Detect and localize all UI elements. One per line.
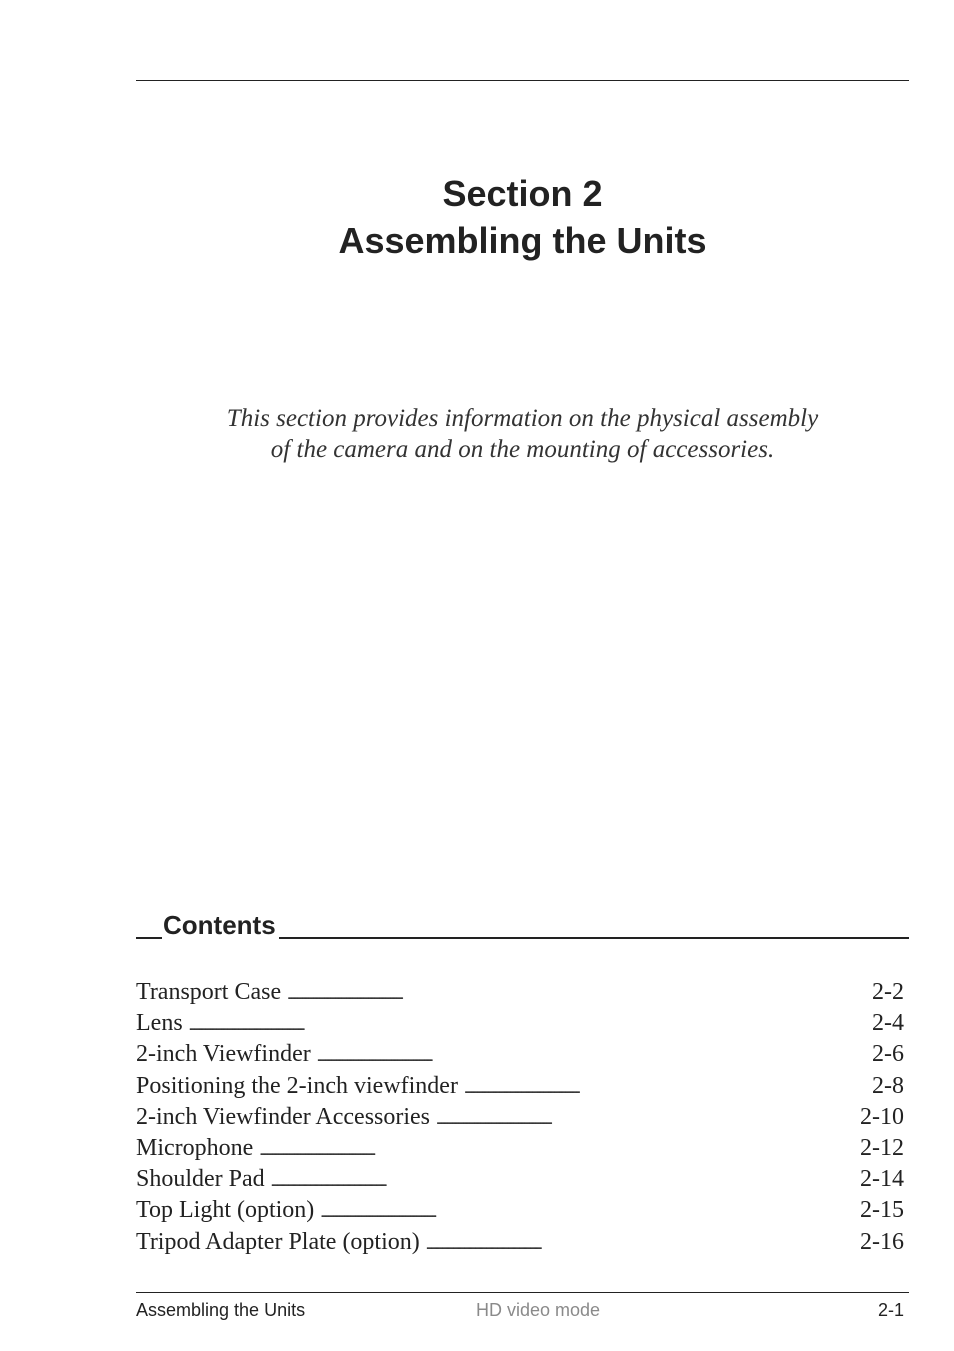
contents-rule-left — [136, 937, 162, 939]
toc-entry-page: 2-6 — [872, 1041, 904, 1068]
intro-line-2: of the camera and on the mounting of accessories. — [270, 436, 775, 463]
bottom-rule — [136, 1292, 909, 1293]
toc-leader — [317, 1042, 866, 1073]
toc-entry[interactable] — [136, 1008, 904, 1039]
toc-entry-title: Shoulder Pad — [136, 1166, 265, 1193]
footer-mode-label: HD video mode — [476, 1300, 601, 1320]
toc-leader — [189, 1011, 866, 1042]
toc-entry-page: 2-4 — [872, 1010, 904, 1037]
toc-entry-title: Microphone — [136, 1134, 254, 1161]
section-number: Section 2 — [442, 173, 603, 214]
toc-entry[interactable] — [136, 1195, 904, 1226]
toc-leader — [259, 1136, 854, 1167]
toc-leader — [464, 1074, 866, 1105]
contents-heading — [136, 908, 909, 942]
section-heading: Assembling the Units — [338, 220, 707, 261]
toc-leader — [426, 1230, 854, 1261]
toc-entry-title: Positioning the 2-inch viewfinder — [136, 1072, 458, 1099]
toc-entry-title: 2-inch Viewfinder Accessories — [136, 1103, 431, 1130]
toc-leader — [320, 1198, 854, 1229]
toc-entry-page: 2-8 — [872, 1072, 904, 1099]
top-rule — [136, 80, 909, 81]
contents-rule-right — [279, 937, 909, 939]
toc-entry[interactable] — [136, 1039, 904, 1070]
footer-page-number: 2-1 — [877, 1300, 904, 1320]
toc-entry[interactable] — [136, 1227, 904, 1258]
toc-entry-title: Transport Case — [136, 979, 282, 1005]
toc-entry-page: 2-10 — [860, 1103, 904, 1130]
table-of-contents — [136, 977, 904, 1258]
toc-entry[interactable] — [136, 977, 904, 1008]
toc-leader — [287, 980, 866, 1011]
toc-entry-page: 2-16 — [860, 1228, 904, 1255]
toc-entry-title: Lens — [136, 1010, 183, 1037]
contents-label: Contents — [163, 910, 276, 940]
toc-entry[interactable] — [136, 1133, 904, 1164]
toc-entry-title: 2-inch Viewfinder — [136, 1041, 311, 1068]
toc-leader — [271, 1167, 854, 1198]
toc-entry-page: 2-12 — [860, 1134, 904, 1161]
footer-chapter-title: Assembling the Units — [136, 1300, 306, 1320]
toc-entry-page: 2-14 — [860, 1166, 904, 1193]
section-title — [136, 170, 909, 264]
toc-leader — [436, 1105, 854, 1136]
toc-entry[interactable] — [136, 1164, 904, 1195]
toc-entry-title: Top Light (option) — [136, 1197, 315, 1224]
toc-entry-page: 2-2 — [872, 979, 904, 1005]
toc-entry[interactable] — [136, 1102, 904, 1133]
toc-entry-page: 2-15 — [860, 1197, 904, 1224]
toc-entry[interactable] — [136, 1071, 904, 1102]
intro-line-1: This section provides information on the physical assembly — [226, 405, 819, 432]
toc-entry-title: Tripod Adapter Plate (option) — [136, 1228, 420, 1255]
section-intro — [136, 403, 909, 465]
